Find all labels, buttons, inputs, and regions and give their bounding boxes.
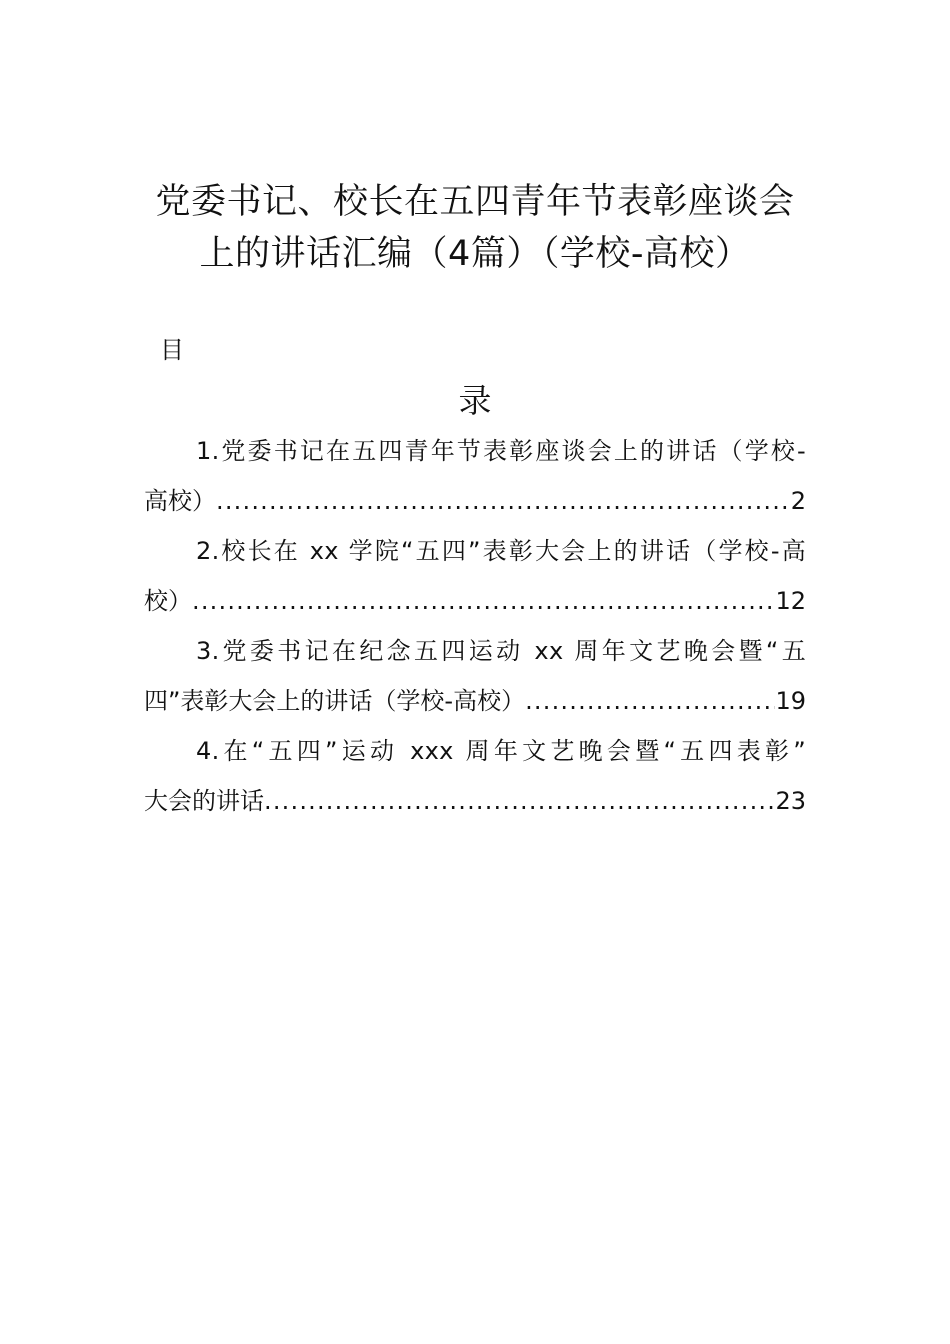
toc-entry-3[interactable] [144, 626, 806, 726]
dot-leader [264, 776, 775, 826]
toc-entry-continuation [144, 476, 806, 526]
toc-entry-title: 3.党委书记在纪念五四运动 xx 周年文艺晚会暨“五 [196, 637, 806, 665]
toc-page-number: 19 [775, 687, 806, 715]
dot-leader [192, 576, 775, 626]
toc-entry-1[interactable] [144, 426, 806, 526]
toc-entry-title: 2.校长在 xx 学院“五四”表彰大会上的讲话（学校-高 [196, 537, 806, 565]
toc-entry-title: 4.在“五四”运动 xxx 周年文艺晚会暨“五四表彰” [196, 737, 806, 765]
toc-entry-4[interactable] [144, 726, 806, 826]
toc-heading-part1: 目 [160, 336, 184, 364]
table-of-contents [144, 426, 806, 826]
dot-leader [216, 476, 791, 526]
toc-entry-2[interactable] [144, 526, 806, 626]
toc-entry-title-tail: 校） [144, 587, 192, 615]
toc-entry-continuation [144, 776, 806, 826]
toc-entry-continuation [144, 676, 806, 726]
toc-entry-title-tail: 高校） [144, 487, 216, 515]
document-title-line1: 党委书记、校长在五四青年节表彰座谈会 [155, 182, 795, 222]
toc-entry-title-tail: 四”表彰大会上的讲话（学校-高校） [144, 687, 526, 715]
toc-page-number: 12 [775, 587, 806, 615]
document-title-line2: 上的讲话汇编（4篇）（学校-高校） [199, 234, 751, 274]
toc-page-number: 2 [790, 487, 806, 515]
toc-page-number: 23 [775, 787, 806, 815]
toc-entry-title: 1.党委书记在五四青年节表彰座谈会上的讲话（学校- [196, 437, 806, 465]
toc-heading-part2: 录 [458, 381, 492, 420]
toc-entry-title-tail: 大会的讲话 [144, 787, 264, 815]
toc-entry-continuation [144, 576, 806, 626]
document-title [130, 176, 820, 280]
dot-leader [525, 676, 775, 726]
